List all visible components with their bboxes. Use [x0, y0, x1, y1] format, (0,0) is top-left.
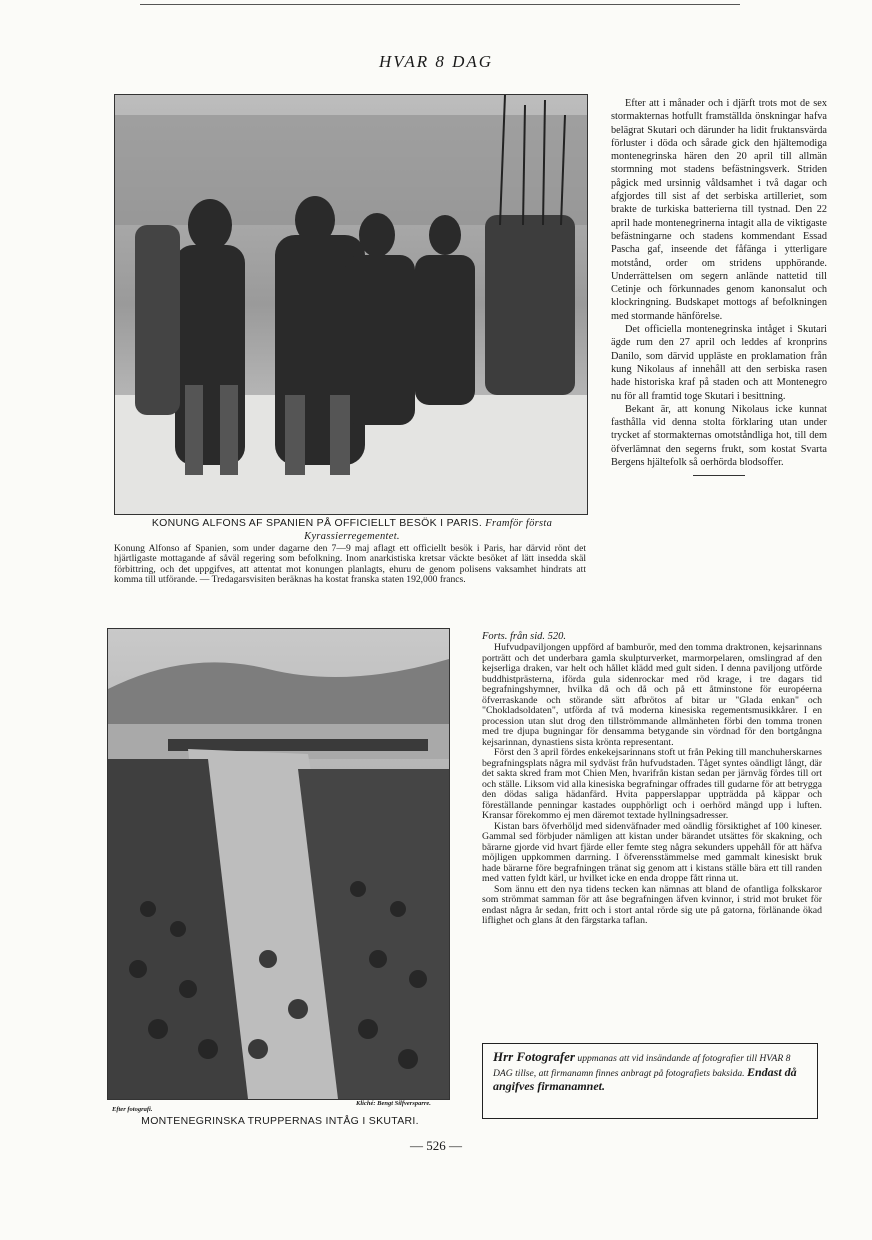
page-number: — 526 —: [410, 1138, 462, 1153]
photo-montenegrin-troops-image: [108, 629, 449, 1099]
skutari-article: [611, 97, 827, 476]
article-paragraph: Först den 3 april fördes enkekejsarinnans stoft ut från Peking till manchuherskarnes begrafningsplats några mil sydväst från hufvudstaden. Tåget syntes oändligt långt, där det sakta skred fram mot Chien Men, hvarifrån kistan sedan per järnväg fördes till ort och ställe. Liksom vid alla kinesiska begrafningar offrades till gudarne för att betrygga den dödas saliga hädanfärd. Hvita papperslappar uppträdda på käppar och föreställande penningar kastades oupphörligt och i oerhörd mängd upp i luften. Kransar förekommo ej men däremot textade hyllningsadresser.: [482, 747, 822, 821]
article-paragraph: Bekant är, att konung Nikolaus icke kunnat fasthålla vid denna stolta förklaring utan under trycket af stormakternas omotståndliga hot, till dem öfverlämnat den segerns frukt, som kostat Svarta Bergens hjältefolk så oerhörda blodsoffer.: [611, 403, 827, 469]
photo-montenegrin-troops: [107, 628, 450, 1100]
photo1-caption-body: Konung Alfonso af Spanien, som under dagarne den 7—9 maj aflagt ett officiellt besök i Paris, har därvid rönt det hjärtligaste mottagande af såväl regering som befolkning. Inom anarkistiska kretsar väckte besöket af lätt insedda skäl förbittring, och det uppgifves, att attentat mot konungen planlagts, ehuru de genom polisens vaksamhet hindrats att komma till utförande. — Tredagarsvisiten beräknas ha kostat franska staten 192,000 francs.: [114, 543, 586, 585]
photo2-credit-right: Kliché: Bengt Silfversparre.: [356, 1100, 431, 1107]
article-paragraph: Hufvudpaviljongen uppförd af bamburör, med den tomma draktronen, kejsarinnans porträtt och det underbara gamla skulpturverket, marmorpelaren, omslingrad af den kejserliga draken, var helt och hållet klädd med gult siden. I denna paviljong utförde buddhistprästerna, iförda gula sidenrockar med röd krage, i tre dagars tid begrafningshymner, hvilka då och då och på ett åtminstone för européerna öfverraskande och störande sätt afbrötos af bitar ur "Glada enkan" och "Chokladsoldaten", utförda af två moderna kinesiska regementsmusikkårer. I en procession utan slut drog den tillströmmande allmänheten förbi den tomma tronen med tre djupa bugningar för densamma betygande sin vördnad för den bortgångna kejsarinnan, dynastiens sista krönta representant.: [482, 642, 822, 748]
top-rule: [140, 4, 740, 5]
article-paragraph: Det officiella montenegrinska intåget i Skutari ägde rum den 27 april och leddes af kronprins Danilo, som därvid uppläste en proklamation från kung Nikolaus af innehåll att den serbiska rasen hade historiska kraf på staden och att Montenegro nu för all framtid toge Skutari i besittning.: [611, 324, 827, 402]
photo2-credit-left: Efter fotografi.: [112, 1106, 153, 1113]
article-paragraph: Kistan bars öfverhöljd med sidenväfnader med oändlig försiktighet af 100 kineser. Gammal sed förbjuder nämligen att kistan under bärandet utsättes för skakning, och bärarne gjorde vid hvart fjärde eller femte steg några sekunders uppehåll för att häfva möjligen uppkommen darrning. I öfverensstämmelse med gammalt kinesiskt bruk hade bärarne före begrafningen tränat sig genom att i kistans ställe bära ett till randen med vatten fyldt kärl, ur hvilket icke en enda droppe fått rinna ut.: [482, 820, 822, 884]
photographer-notice: [482, 1043, 818, 1119]
photo1-caption-title: [112, 517, 592, 543]
notice-emphasis: Endast då angifves firmanamnet.: [493, 1064, 797, 1093]
continuation-heading: Forts. från sid. 520.: [482, 631, 567, 642]
photo-king-alfons: [114, 94, 588, 515]
article-paragraph: Efter att i månader och i djärft trots mot de sex stormakternas hotfullt framställda önskningar hafva belägrat Skutari och därunder ha lidit fruktansvärda förluster i döda och sårade gick den hjältemodiga montenegrinska hären den 20 april till allmän stormning mot stadens befästningsverk. Striden pågick med ursinnig våldsamhet i två dagar och afgjordes till sist af det serbiska artilleriet, som brakte de turkiska batterierna till tystnad. Den 22 april hade montenegrinerna intagit alla de viktigaste befästningarne och stadens kommendant Essad Pascha gaf, inseende det fåfänga i ytterligare motstånd, order om stridens upphörande. Underrättelsen om segern anlände nattetid till Cetinje och förkunnades genom kanonsalut och klockringning. Budskapet mottogs af befolkningen med stormande hänförelse.: [611, 98, 827, 322]
funeral-article: [482, 643, 822, 927]
photo-king-alfons-image: [115, 95, 587, 514]
masthead-title: HVAR 8 DAG: [378, 52, 494, 71]
article-paragraph: Som ännu ett den nya tidens tecken kan nämnas att bland de ofantliga folkskaror som strömmat samman för att åse begrafningen äfven kvinnor, i strid mot bruket för endast några år sedan, fritt och i stort antal rörde sig ute på gatorna, förlänande ökad liflighet och glans åt den färgstarka taflan.: [482, 883, 822, 926]
article-end-rule: [693, 475, 745, 476]
photo2-caption: MONTENEGRINSKA TRUPPERNAS INTÅG I SKUTARI.: [141, 1115, 419, 1127]
notice-text: uppmanas att vid insändande af fotografier till HVAR 8 DAG tillse, att firmanamn finnes anbragt på fotografiets baksida.: [493, 1053, 791, 1079]
photo1-caption-subtitle: Framför första Kyrassierregementet.: [304, 518, 553, 542]
photo1-caption-main: KONUNG ALFONS AF SPANIEN PÅ OFFICIELLT BESÖK I PARIS.: [151, 517, 483, 529]
notice-lead: Hrr Fotografer: [493, 1049, 575, 1064]
